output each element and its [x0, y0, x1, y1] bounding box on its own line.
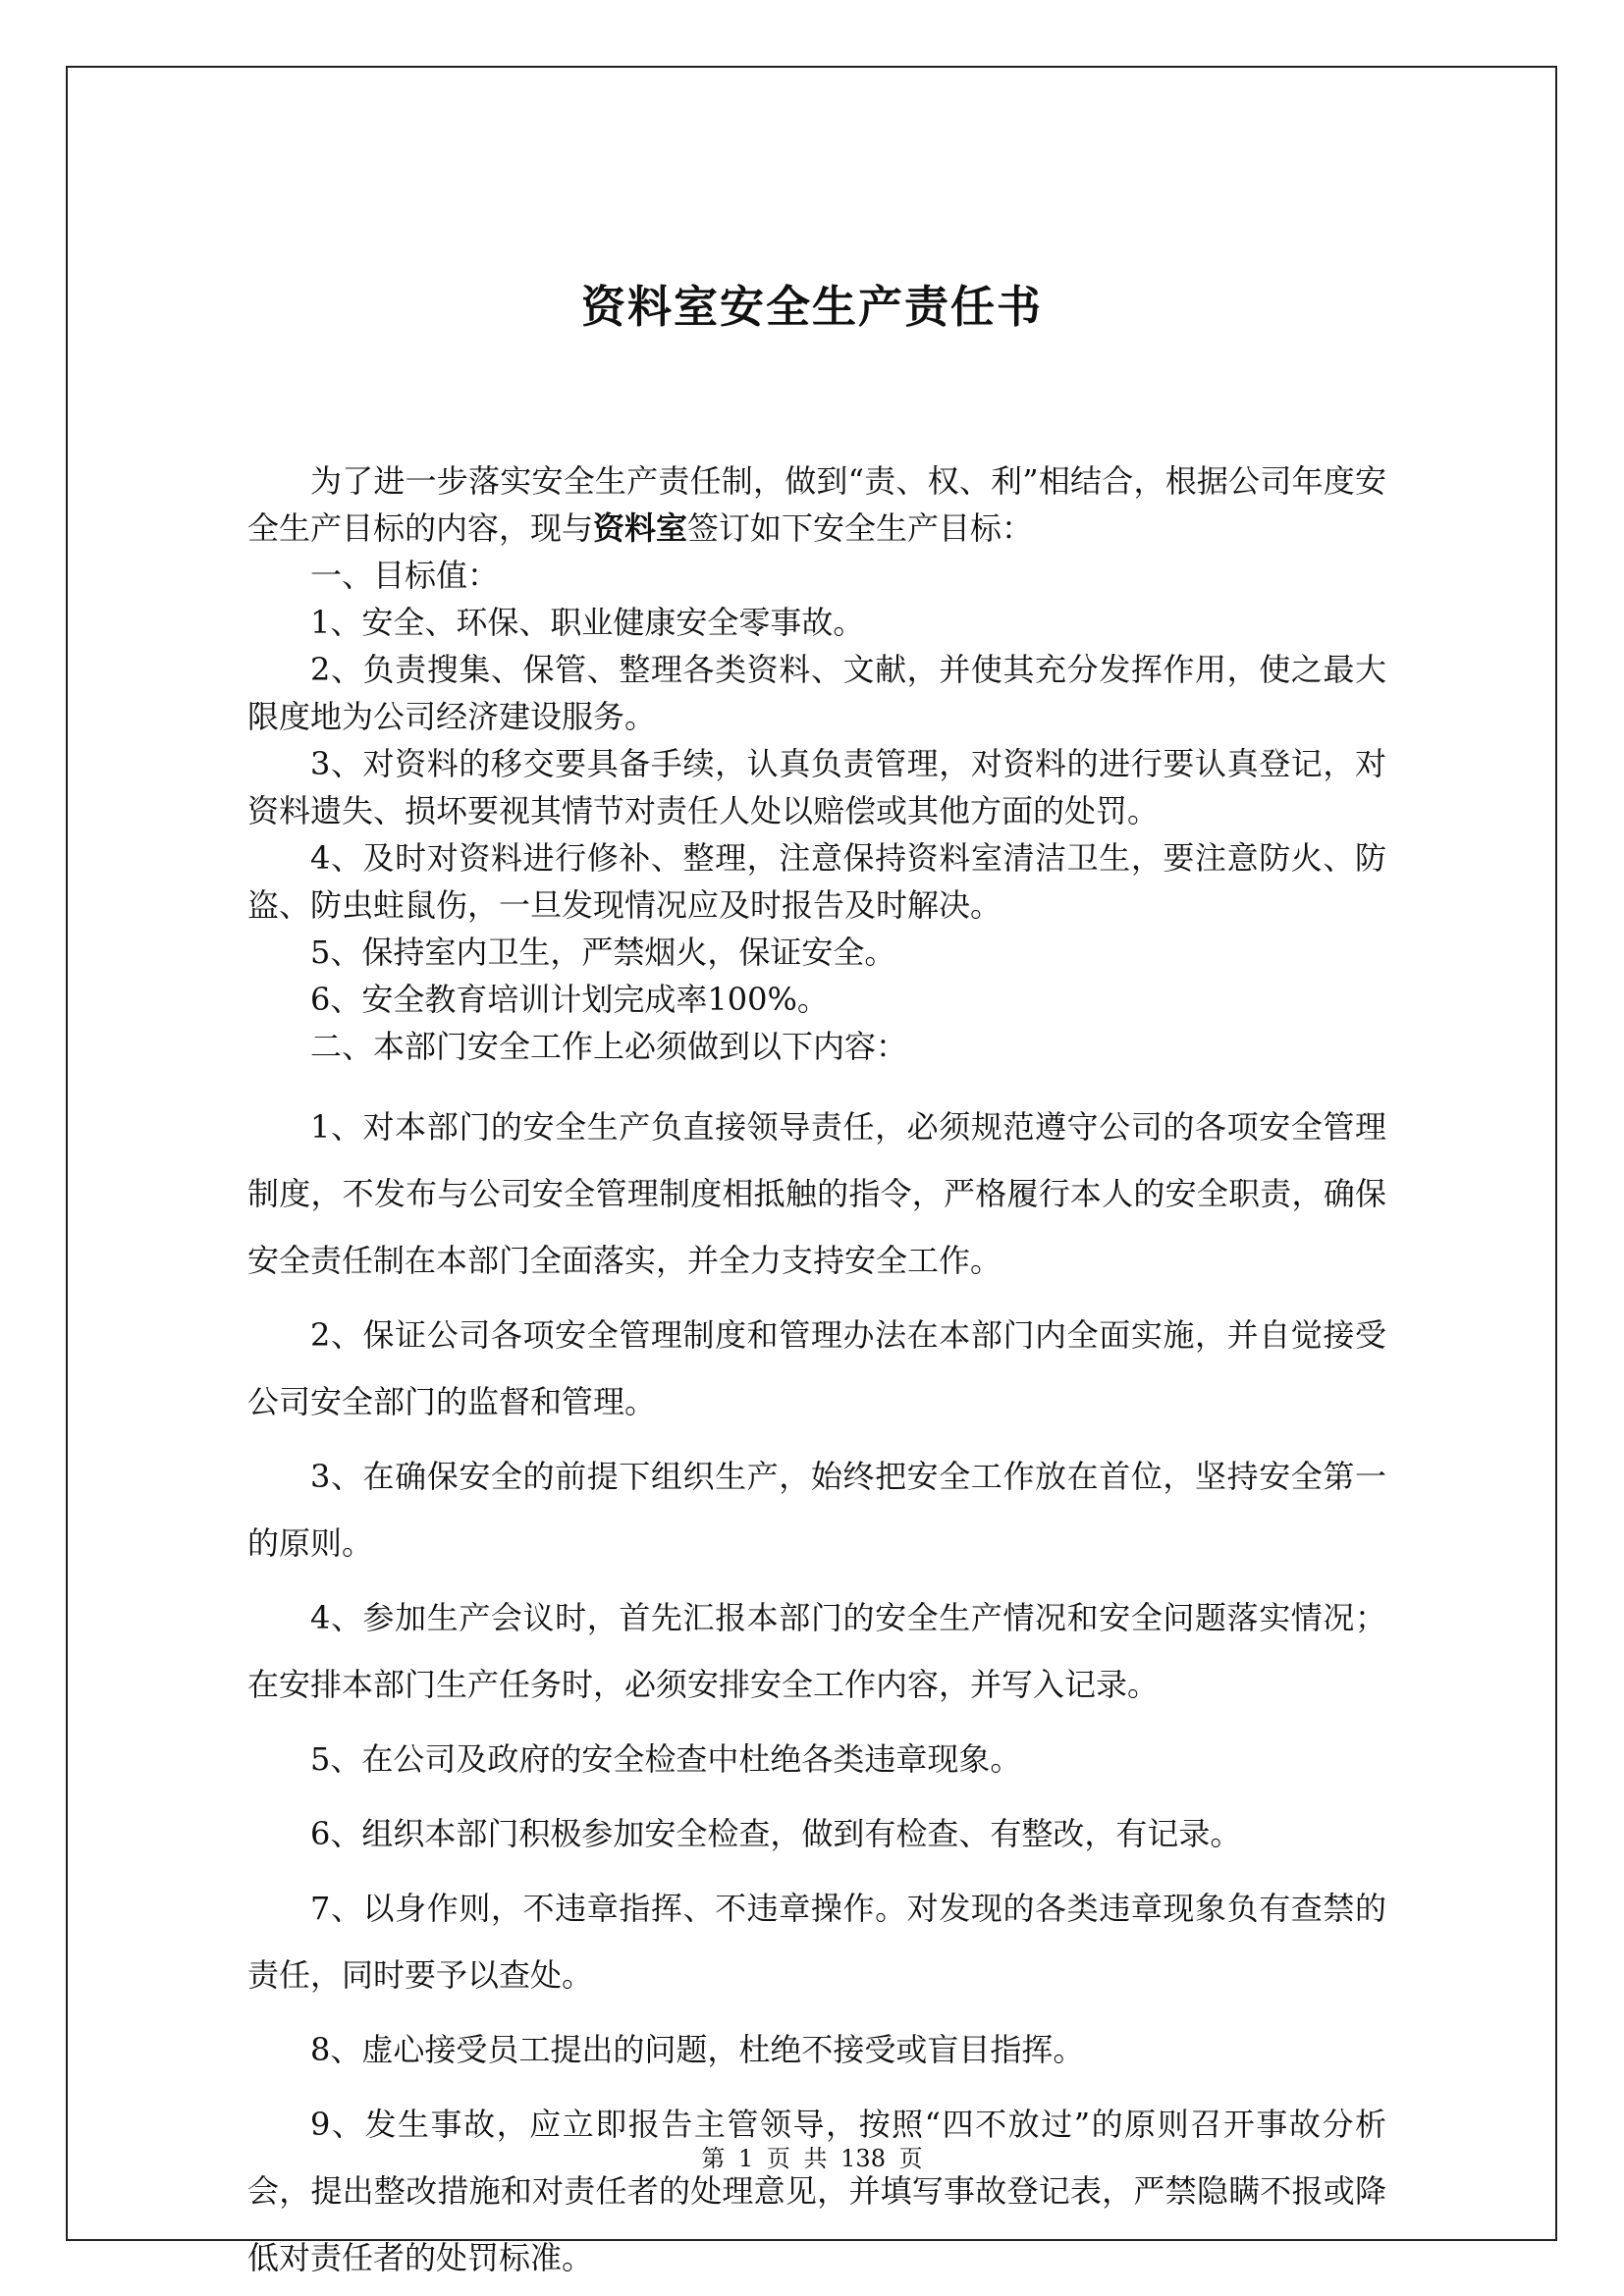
section2-item-7: 7、以身作则，不违章指挥、不违章操作。对发现的各类违章现象负有查禁的责任，同时要予以查处。 [247, 1890, 1386, 1994]
section2-item-9: 9、发生事故，应立即报告主管领导，按照“四不放过”的原则召开事故分析会，提出整改措施和对责任者的处理意见，并填写事故登记表，严禁隐瞒不报或降低对责任者的处罚标准。 [247, 2106, 1386, 2276]
section2-item-3: 3、在确保安全的前提下组织生产，始终把安全工作放在首位，坚持安全第一的原则。 [247, 1458, 1386, 1562]
document-body [247, 457, 1386, 2291]
intro-text-before: 为了进一步落实安全生产责任制，做到“责、权、利”相结合，根据公司年度安全生产目标的内容，现与 [247, 462, 1386, 547]
section2-item-1: 1、对本部门的安全生产负直接领导责任，必须规范遵守公司的各项安全管理制度，不发布与公司安全管理制度相抵触的指令，严格履行本人的安全职责，确保安全责任制在本部门全面落实，并全力支持安全工作。 [247, 1108, 1386, 1279]
section1-item-1: 1、安全、环保、职业健康安全零事故。 [310, 604, 865, 641]
section1-item-2: 2、负责搜集、保管、整理各类资料、文献，并使其充分发挥作用，使之最大限度地为公司经济建设服务。 [247, 651, 1386, 735]
section2-item-6: 6、组织本部门积极参加安全检查，做到有检查、有整改，有记录。 [310, 1815, 1242, 1852]
section1-item-6: 6、安全教育培训计划完成率100%。 [310, 981, 829, 1018]
section2-heading: 二、本部门安全工作上必须做到以下内容： [310, 1028, 908, 1065]
page-number-footer: 第 1 页 共 138 页 [701, 2145, 923, 2172]
section1-item-3: 3、对资料的移交要具备手续，认真负责管理，对资料的进行要认真登记，对资料遗失、损坏要视其情节对责任人处以赔偿或其他方面的处罚。 [247, 745, 1386, 829]
section2-item-5: 5、在公司及政府的安全检查中杜绝各类违章现象。 [310, 1740, 1022, 1778]
intro-paragraph [247, 457, 1386, 552]
section1-item-5: 5、保持室内卫生，严禁烟火，保证安全。 [310, 934, 896, 971]
section2-item-4: 4、参加生产会议时，首先汇报本部门的安全生产情况和安全问题落实情况；在安排本部门生产任务时，必须安排安全工作内容，并写入记录。 [247, 1599, 1386, 1703]
section2-item-2: 2、保证公司各项安全管理制度和管理办法在本部门内全面实施，并自觉接受公司安全部门的监督和管理。 [247, 1316, 1386, 1420]
section1-item-4: 4、及时对资料进行修补、整理，注意保持资料室清洁卫生，要注意防火、防盗、防虫蛀鼠伤，一旦发现情况应及时报告及时解决。 [247, 839, 1386, 924]
section2-item-8: 8、虚心接受员工提出的问题，杜绝不接受或盲目指挥。 [310, 2031, 1085, 2068]
section1-heading: 一、目标值： [310, 557, 500, 594]
document-title: 资料室安全生产责任书 [580, 281, 1043, 333]
intro-emphasis: 资料室 [593, 509, 688, 547]
intro-text-after: 签订如下安全生产目标： [687, 509, 1034, 547]
